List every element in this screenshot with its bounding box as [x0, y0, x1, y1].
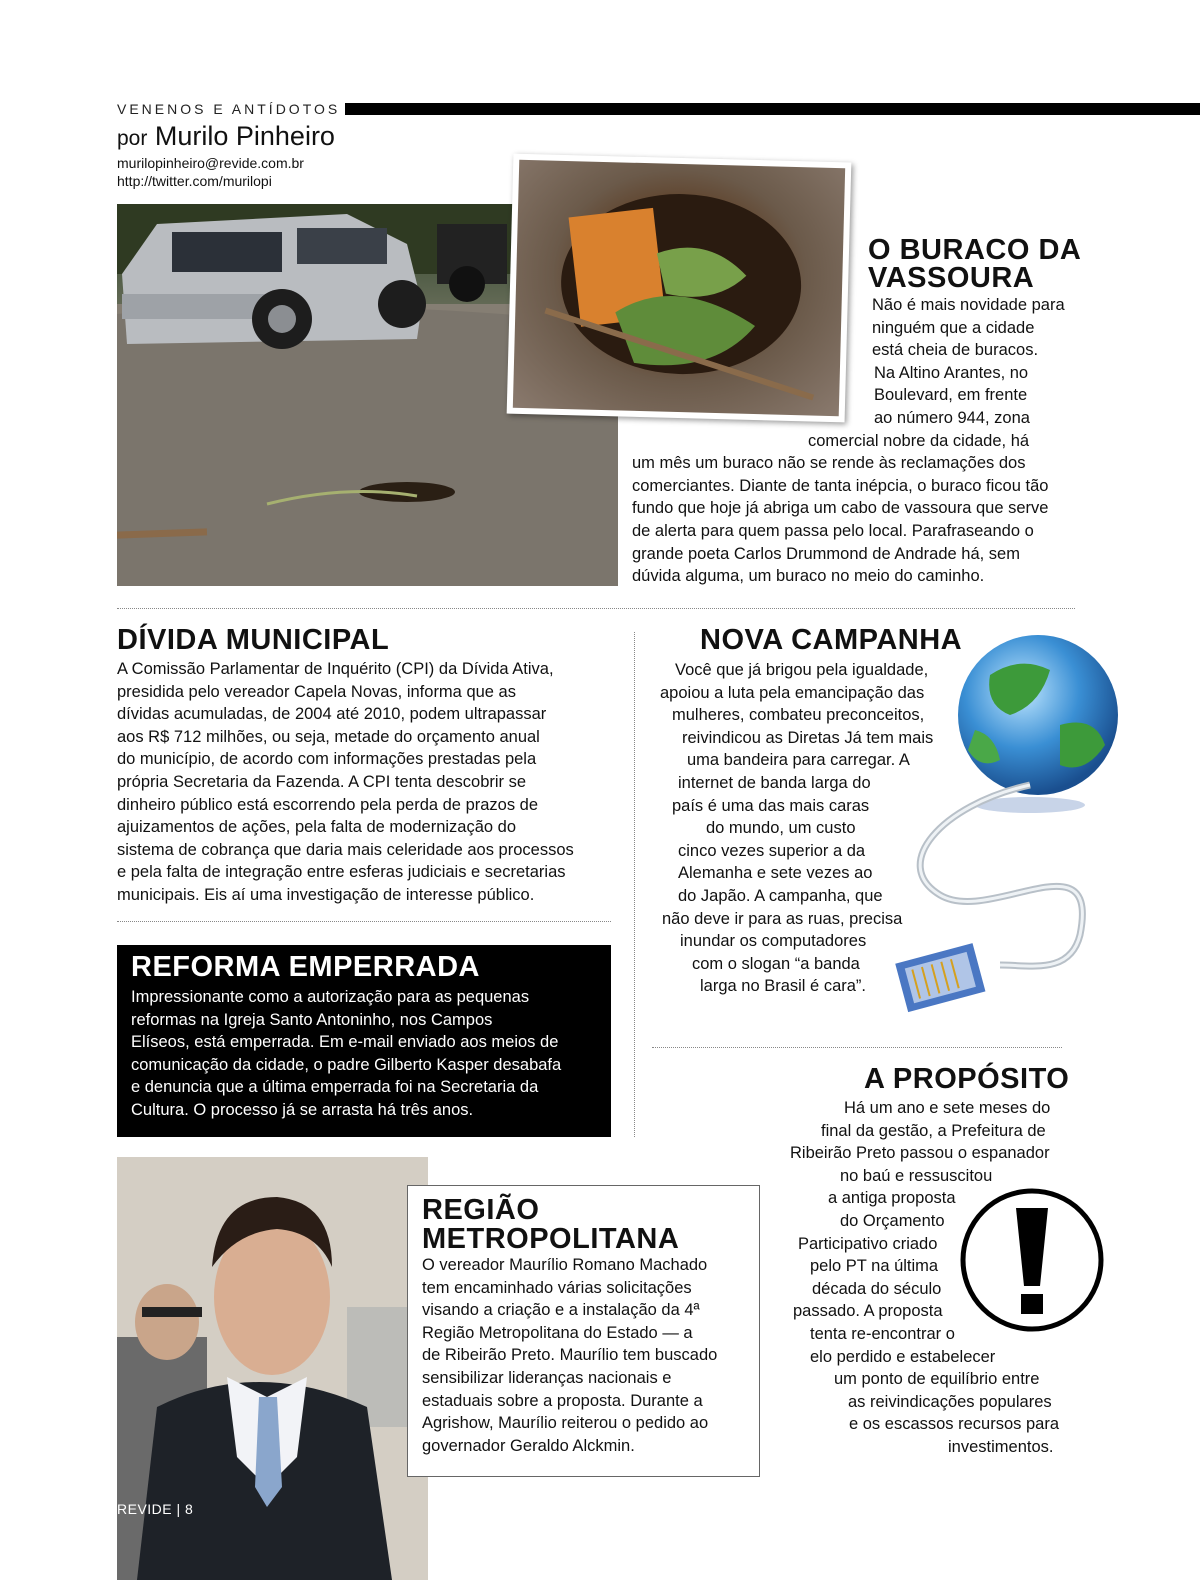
text-line: passado. A proposta	[793, 1302, 943, 1321]
text-line: pelo PT na última	[810, 1257, 939, 1276]
text-line: própria Secretaria da Fazenda. A CPI tenta descobrir se	[117, 772, 527, 791]
exclamation-icon	[958, 1186, 1106, 1334]
text-line: Não é mais novidade para	[872, 296, 1065, 314]
page-footer: REVIDE | 8	[117, 1501, 194, 1517]
text-line: fundo que hoje já abriga um cabo de vassoura que serve	[632, 499, 1049, 518]
section-divider	[117, 608, 1075, 609]
text-line: Região Metropolitana do Estado — a	[422, 1323, 693, 1342]
text-line: dívidas acumuladas, de 2004 até 2010, podem ultrapassar	[117, 705, 547, 724]
text-line: as reivindicações populares	[848, 1392, 1052, 1411]
text-line: municipais. Eis aí uma investigação de interesse público.	[117, 885, 535, 904]
text-line: presidida pelo vereador Capela Novas, informa que as	[117, 682, 516, 701]
text-line: Há um ano e sete meses do	[844, 1099, 1051, 1117]
text-line: ao número 944, zona	[874, 408, 1030, 427]
text-line: Participativo criado	[798, 1234, 938, 1253]
text-line: apoiou a luta pela emancipação das	[660, 683, 925, 702]
text-line: está cheia de buracos.	[872, 341, 1039, 360]
text-line: um ponto de equilíbrio entre	[834, 1370, 1040, 1389]
regiao-title	[422, 1196, 679, 1254]
text-line: inundar os computadores	[680, 932, 867, 951]
text-line: Na Altino Arantes, no	[874, 363, 1029, 382]
divida-title: DÍVIDA MUNICIPAL	[117, 624, 390, 656]
text-line: Agrishow, Maurílio reiterou o pedido ao	[422, 1414, 709, 1433]
text-line: Ribeirão Preto passou o espanador	[790, 1144, 1050, 1163]
proposito-title: A PROPÓSITO	[864, 1063, 1070, 1095]
text-line: país é uma das mais caras	[672, 796, 870, 815]
text-line: e denuncia que a última emperrada foi na Secretaria da	[131, 1078, 539, 1097]
text-line: década do século	[812, 1279, 942, 1298]
author-name: Murilo Pinheiro	[154, 121, 335, 151]
section-kicker: VENENOS E ANTÍDOTOS	[117, 101, 341, 117]
text-line: sensibilizar lideranças nacionais e	[422, 1368, 672, 1387]
text-line: um mês um buraco não se rende às reclamações dos	[632, 454, 1026, 473]
author-twitter[interactable]: http://twitter.com/murilopi	[117, 173, 272, 189]
text-line: dinheiro público está escorrendo pela perda de prazos de	[117, 795, 539, 814]
text-line: de Ribeirão Preto. Maurílio tem buscado	[422, 1346, 718, 1365]
buraco-title-line: VASSOURA	[868, 262, 1035, 294]
text-line: do município, de acordo com informações prestadas pela	[117, 750, 537, 769]
text-line: A Comissão Parlamentar de Inquérito (CPI) da Dívida Ativa,	[117, 660, 554, 678]
text-line: e pela falta de integração entre esferas judiciais e secretarias	[117, 863, 566, 882]
text-line: Você que já brigou pela igualdade,	[675, 661, 929, 679]
text-line: uma bandeira para carregar. A	[687, 751, 910, 770]
text-line: a antiga proposta	[828, 1189, 956, 1208]
text-line: reformas na Igreja Santo Antoninho, nos Campos	[131, 1010, 493, 1029]
text-line: Boulevard, em frente	[874, 386, 1028, 405]
text-line: estaduais sobre a proposta. Durante a	[422, 1391, 703, 1410]
text-line: no baú e ressuscitou	[840, 1166, 993, 1185]
author-contact	[117, 154, 304, 190]
regiao-title-line: REGIÃO	[422, 1194, 540, 1226]
author-email[interactable]: murilopinheiro@revide.com.br	[117, 155, 304, 171]
text-line: comunicação da cidade, o padre Gilberto Kasper desabafa	[131, 1055, 562, 1074]
text-line: não deve ir para as ruas, precisa	[662, 909, 903, 928]
text-line: sistema de cobrança que daria mais celeridade aos processos	[117, 840, 574, 859]
buraco-title	[868, 236, 1081, 292]
text-line: mulheres, combateu preconceitos,	[672, 706, 925, 725]
text-line: Elíseos, está emperrada. Em e-mail enviado aos meios de	[131, 1033, 559, 1052]
text-line: investimentos.	[948, 1437, 1054, 1456]
text-line: com o slogan “a banda	[692, 954, 860, 973]
author-byline	[117, 121, 335, 152]
header-rule	[345, 103, 1200, 115]
text-line: e os escassos recursos para	[849, 1415, 1060, 1434]
text-line: aos R$ 712 milhões, ou seja, metade do orçamento anual	[117, 727, 540, 746]
author-prefix: por	[117, 127, 148, 150]
text-line: ninguém que a cidade	[872, 318, 1035, 337]
section-divider	[652, 1047, 1062, 1048]
globe-cable-illustration	[880, 635, 1130, 1035]
regiao-body	[422, 1254, 752, 1457]
text-line: reivindicou as Diretas Já tem mais	[682, 728, 934, 747]
regiao-title-line: METROPOLITANA	[422, 1223, 680, 1255]
text-line: O vereador Maurílio Romano Machado	[422, 1256, 708, 1274]
text-line: do Japão. A campanha, que	[678, 886, 883, 905]
text-line: cinco vezes superior a da	[678, 841, 866, 860]
text-line: comercial nobre da cidade, há	[808, 431, 1030, 450]
campanha-title: NOVA CAMPANHA	[700, 624, 963, 656]
text-line: visando a criação e a instalação da 4ª	[422, 1301, 700, 1320]
text-line: internet de banda larga do	[678, 773, 871, 792]
text-line: do mundo, um custo	[706, 819, 856, 838]
text-line: Cultura. O processo já se arrasta há três anos.	[131, 1100, 474, 1119]
text-line: tem encaminhado várias solicitações	[422, 1278, 692, 1297]
text-line: larga no Brasil é cara”.	[700, 977, 866, 996]
buraco-title-line: O BURACO DA	[868, 234, 1082, 266]
text-line: governador Geraldo Alckmin.	[422, 1436, 635, 1455]
text-line: final da gestão, a Prefeitura de	[821, 1121, 1046, 1140]
text-line: dúvida alguma, um buraco no meio do caminho.	[632, 567, 985, 586]
text-line: Alemanha e sete vezes ao	[678, 864, 873, 883]
text-line: elo perdido e estabelecer	[810, 1347, 996, 1366]
text-line: grande poeta Carlos Drummond de Andrade há, sem	[632, 544, 1020, 563]
text-line: de alerta para quem passa pelo local. Parafraseando o	[632, 521, 1034, 540]
text-line: Impressionante como a autorização para as pequenas	[131, 988, 530, 1006]
reforma-title: REFORMA EMPERRADA	[131, 951, 480, 983]
text-line: comerciantes. Diante de tanta inépcia, o buraco ficou tão	[632, 476, 1049, 495]
text-line: tenta re-encontrar o	[810, 1324, 955, 1343]
text-line: do Orçamento	[840, 1211, 945, 1230]
buraco-body	[0, 294, 1200, 588]
text-line: ajuizamentos de ações, pela falta de modernização do	[117, 818, 517, 837]
